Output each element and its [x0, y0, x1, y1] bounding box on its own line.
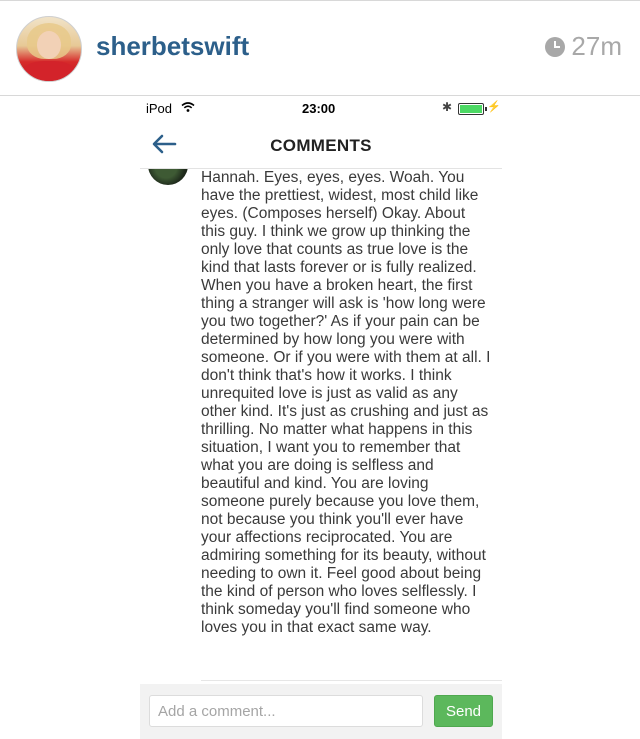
clock-icon [545, 37, 565, 57]
post-header [0, 0, 640, 97]
avatar-dress [23, 61, 75, 82]
page-title: COMMENTS [270, 136, 372, 155]
comment-list[interactable] [140, 169, 502, 681]
status-bar [140, 96, 502, 120]
user-avatar[interactable] [16, 16, 82, 82]
bluetooth-icon: ✱ [442, 100, 453, 114]
send-button[interactable]: Send [434, 695, 493, 727]
username[interactable]: sherbetswift [96, 31, 250, 61]
charging-icon: ⚡ [487, 101, 501, 113]
comment-text: Hannah. Eyes, eyes, eyes. Woah. You have the prettiest, widest, most child like eyes. (Composes herself) Okay. About this guy. I think we grow up thinking the only love that counts as true love is the kind that lasts forever or is fully realized. When you have a broken heart, the first thing a stranger will ask is 'how long were you two together?' As if your pain can be determined by how long you were with someone. Or if you were with them at all. I don't think that's how it works. I think unrequited love is just as valid as any other kind. It's just as crushing and just as thrilling. No matter what happens in this situation, I want you to remember that what you are doing is selfless and beautiful and kind. You are loving someone purely because you love them, not because you think you'll ever have your affections reciprocated. You are admiring something for its beauty, without needing to own it. Feel good about being the kind of person who loves selflessly. I think someday you'll find someone who loves you in that exact same way. [201, 169, 491, 636]
avatar-face [37, 31, 61, 59]
battery-icon [458, 103, 484, 115]
carrier-label: iPod [146, 101, 173, 116]
comment-input-bar [140, 684, 502, 739]
phone-screenshot [140, 96, 502, 739]
comment-divider [201, 680, 502, 681]
comments-nav-bar [140, 120, 502, 169]
commenter-avatar[interactable] [148, 169, 188, 185]
wifi-icon [181, 102, 195, 112]
comment-input[interactable] [149, 695, 423, 727]
status-time: 23:00 [302, 101, 336, 116]
post-timestamp [545, 31, 622, 62]
time-ago: 27m [571, 31, 622, 61]
